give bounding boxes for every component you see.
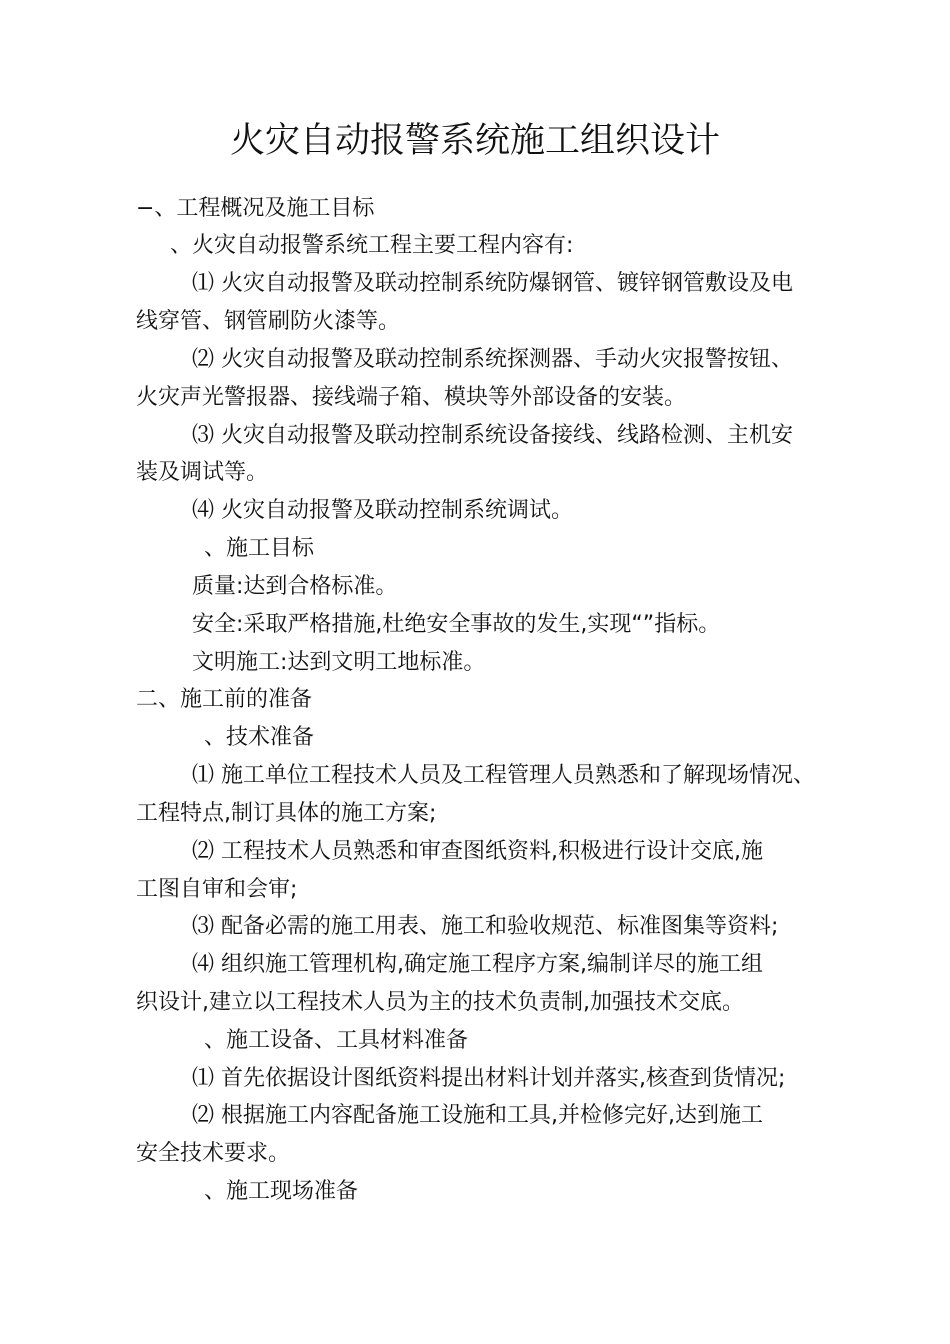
section-heading-1: −、工程概况及施工目标 <box>136 196 375 221</box>
subsection-heading: 、施工目标 <box>204 536 315 561</box>
paragraph-continuation: 装及调试等。 <box>136 460 269 485</box>
paragraph: 文明施工:达到文明工地标准。 <box>192 650 486 675</box>
list-item: ⑴ 首先依据设计图纸资料提出材料计划并落实,核查到货情况; <box>192 1066 786 1091</box>
paragraph-continuation: 工图自审和会审; <box>136 877 298 902</box>
paragraph: 安全:采取严格措施,杜绝安全事故的发生,实现“”指标。 <box>192 612 721 637</box>
list-item: ⑵ 火灾自动报警及联动控制系统探测器、手动火灾报警按钮、 <box>192 347 793 372</box>
subsection-heading: 、施工现场准备 <box>204 1179 359 1204</box>
subsection-heading: 、施工设备、工具材料准备 <box>204 1028 469 1053</box>
list-item: ⑷ 火灾自动报警及联动控制系统调试。 <box>192 498 573 523</box>
subsection-heading: 、技术准备 <box>204 725 315 750</box>
paragraph-continuation: 工程特点,制订具体的施工方案; <box>136 801 437 826</box>
list-item: ⑵ 工程技术人员熟悉和审查图纸资料,积极进行设计交底,施 <box>192 839 763 864</box>
subsection-heading: 、火灾自动报警系统工程主要工程内容有: <box>170 233 574 258</box>
list-item: ⑴ 火灾自动报警及联动控制系统防爆钢管、镀锌钢管敷设及电 <box>192 271 793 296</box>
paragraph-continuation: 火灾声光警报器、接线端子箱、模块等外部设备的安装。 <box>136 385 687 410</box>
list-item: ⑶ 火灾自动报警及联动控制系统设备接线、线路检测、主机安 <box>192 423 793 448</box>
paragraph: 质量:达到合格标准。 <box>192 574 398 599</box>
list-item: ⑵ 根据施工内容配备施工设施和工具,并检修完好,达到施工 <box>192 1103 763 1128</box>
paragraph-continuation: 线穿管、钢管刷防火漆等。 <box>136 309 401 334</box>
list-item: ⑶ 配备必需的施工用表、施工和验收规范、标准图集等资料; <box>192 914 779 939</box>
section-heading-2: 二、施工前的准备 <box>136 687 313 712</box>
list-item: ⑴ 施工单位工程技术人员及工程管理人员熟悉和了解现场情况、 <box>192 763 815 788</box>
document-title: 火灾自动报警系统施工组织设计 <box>229 121 720 161</box>
paragraph-continuation: 织设计,建立以工程技术人员为主的技术负责制,加强技术交底。 <box>136 990 744 1015</box>
list-item: ⑷ 组织施工管理机构,确定施工程序方案,编制详尽的施工组 <box>192 952 763 977</box>
paragraph-continuation: 安全技术要求。 <box>136 1141 291 1166</box>
